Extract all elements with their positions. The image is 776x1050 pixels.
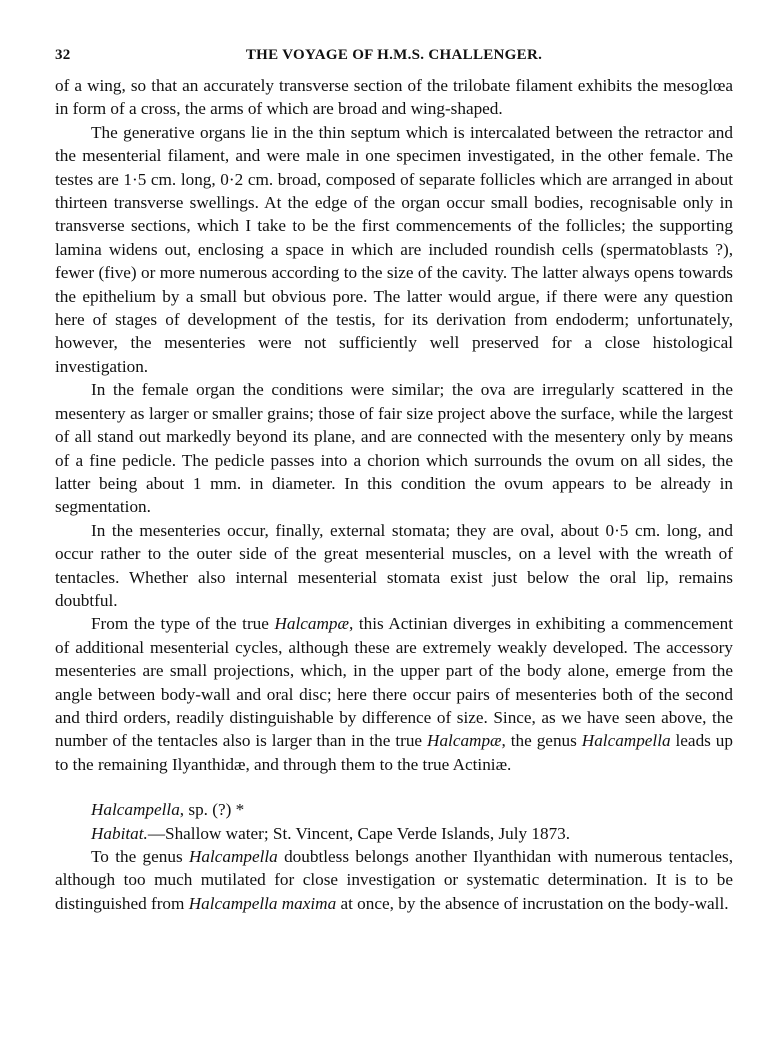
habitat-line bbox=[55, 822, 733, 845]
text-run: In the female organ the conditions were similar; the ova are irregularly scattered in the mesentery as larger or smaller grains; those of fair size project above the surface, while the largest of all stand out markedly beyond its plane, and are connected with the mesentery only by means of a fine pedicle. The pedicle passes into a chorion which surrounds the ovum on all sides, the latter being about 1 mm. in diameter. In this condition the ovum appears to be already in segmentation. bbox=[55, 380, 733, 517]
text-run: From the type of the true bbox=[91, 614, 275, 634]
habitat-label: Habitat. bbox=[91, 823, 148, 843]
italic-term: Halcampæ bbox=[274, 614, 349, 634]
species-qualifier: , sp. (?) * bbox=[179, 800, 245, 820]
species-heading bbox=[55, 798, 733, 821]
paragraph bbox=[55, 121, 733, 378]
paragraph bbox=[55, 519, 733, 613]
text-run: of a wing, so that an accurately transverse section of the trilobate filament exhibits the mesoglœa in form of a cross, the arms of which are broad and wing-shaped. bbox=[55, 76, 733, 119]
habitat-text: —Shallow water; St. Vincent, Cape Verde Islands, July 1873. bbox=[147, 823, 571, 843]
text-run: The generative organs lie in the thin septum which is intercalated between the retractor and the mesenterial filament, and were male in one specimen investigated, in the other female. The testes are 1·5 cm. long, 0·2 cm. broad, composed of separate follicles which are arranged in about thirteen transverse swellings. At the edge of the organ occur small bodies, recognisable only in transverse sections, which I take to be the first commencements of the follicles; the supporting lamina widens out, enclosing a space in which are included roundish cells (spermatoblasts ?), fewer (five) or more numerous according to the size of the cavity. The latter always opens towards the epithelium by a small but obvious pore. The latter would argue, if there were any question here of stages of development of the testis, for its derivation from endoderm; unfortunately, however, the mesenteries were not sufficiently well preserved for a close histological investigation. bbox=[55, 122, 733, 376]
text-run: , the genus bbox=[501, 731, 582, 751]
italic-term: Halcampæ bbox=[427, 731, 502, 751]
text-run: doubtless belongs another Ilyanthidan with numerous tentacles, although too much mutilated for close investigation or systematic determination. It is to be distinguished from bbox=[55, 847, 733, 913]
italic-term: Halcampella bbox=[581, 731, 671, 751]
text-run: , this Actinian diverges in exhibiting a commencement of additional mesenterial cycles, although these are extremely weakly developed. The accessory mesenteries are small projections, which, in the upper part of the body alone, emerge from the angle between body-wall and oral disc; here there occur pairs of mesenteries both of the second and third orders, readily distinguishable by difference of size. Since, as we have seen above, the number of the tentacles also is larger than in the true bbox=[55, 614, 733, 751]
text-run: leads up to the remaining Ilyanthidæ, and through them to the true Actiniæ. bbox=[55, 731, 733, 774]
species-name: Halcampella bbox=[91, 800, 180, 820]
page-header bbox=[55, 47, 733, 71]
final-paragraph bbox=[55, 845, 733, 915]
text-run: at once, by the absence of incrustation on the body-wall. bbox=[336, 893, 729, 913]
text-run: To the genus bbox=[91, 847, 189, 866]
italic-term: Halcampella maxima bbox=[188, 893, 337, 913]
body-text bbox=[55, 74, 733, 915]
paragraph bbox=[55, 74, 733, 121]
paragraph bbox=[55, 378, 733, 518]
text-run: In the mesenteries occur, finally, external stomata; they are oval, about 0·5 cm. long, and occur rather to the outer side of the great mesenterial muscles, on a level with the wreath of tentacles. Whether also internal mesenterial stomata exist just below the oral lip, remains doubtful. bbox=[55, 520, 733, 610]
running-title: THE VOYAGE OF H.M.S. CHALLENGER. bbox=[245, 47, 543, 63]
paragraph bbox=[55, 612, 733, 776]
section-gap bbox=[55, 776, 733, 798]
italic-term: Halcampella bbox=[188, 847, 278, 866]
page-number: 32 bbox=[55, 47, 71, 63]
